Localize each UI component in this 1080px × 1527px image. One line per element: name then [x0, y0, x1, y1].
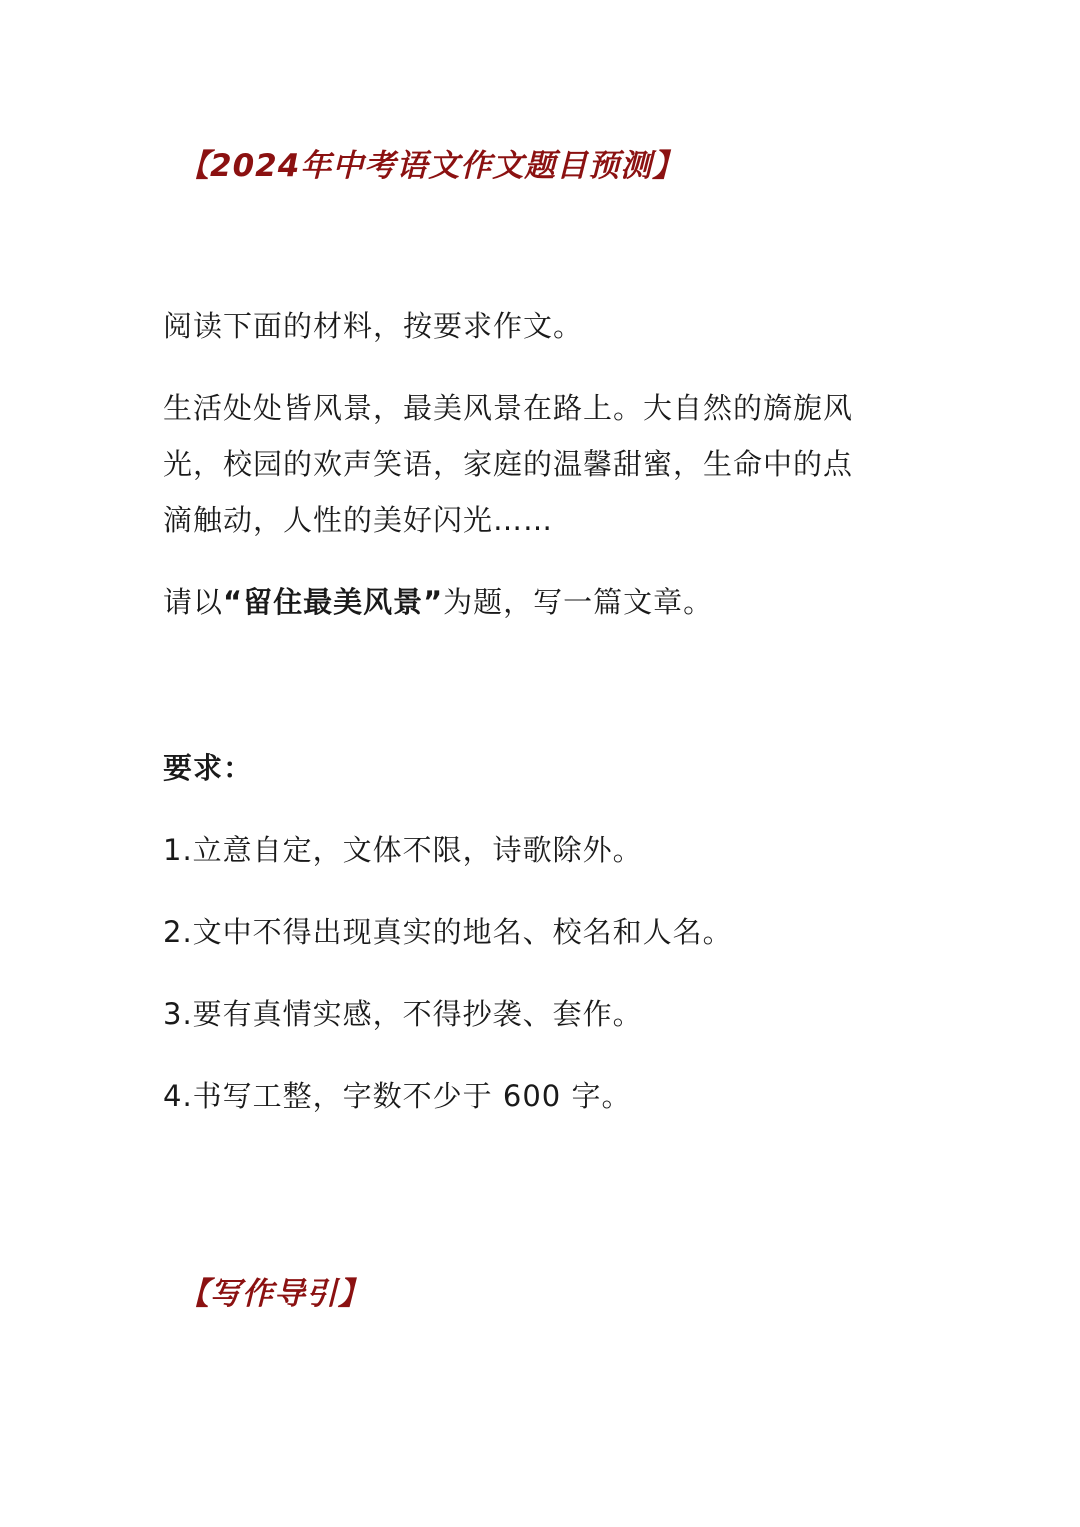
prompt-suffix: 为题，写一篇文章。	[443, 585, 714, 619]
page-title: 【2024年中考语文作文题目预测】	[178, 148, 685, 184]
prompt-paragraph	[163, 574, 923, 630]
prompt-prefix: 请以	[163, 585, 224, 619]
material-line: 光，校园的欢声笑语，家庭的温馨甜蜜，生命中的点	[163, 447, 854, 481]
requirement-item: 3.要有真情实感，不得抄袭、套作。	[163, 997, 643, 1031]
essay-topic: “留住最美风景”	[223, 585, 444, 619]
material-line: 滴触动，人性的美好闪光……	[163, 503, 554, 537]
intro-paragraph: 阅读下面的材料，按要求作文。	[163, 309, 584, 343]
requirement-item: 4.书写工整，字数不少于 600 字。	[163, 1079, 632, 1113]
material-paragraph	[163, 380, 923, 548]
writing-guide-heading: 【写作导引】	[178, 1276, 370, 1312]
requirement-item: 1.立意自定，文体不限，诗歌除外。	[163, 833, 643, 867]
requirement-item: 2.文中不得出现真实的地名、校名和人名。	[163, 915, 733, 949]
material-line: 生活处处皆风景，最美风景在路上。大自然的旖旎风	[163, 391, 854, 425]
requirements-heading: 要求：	[163, 751, 254, 785]
